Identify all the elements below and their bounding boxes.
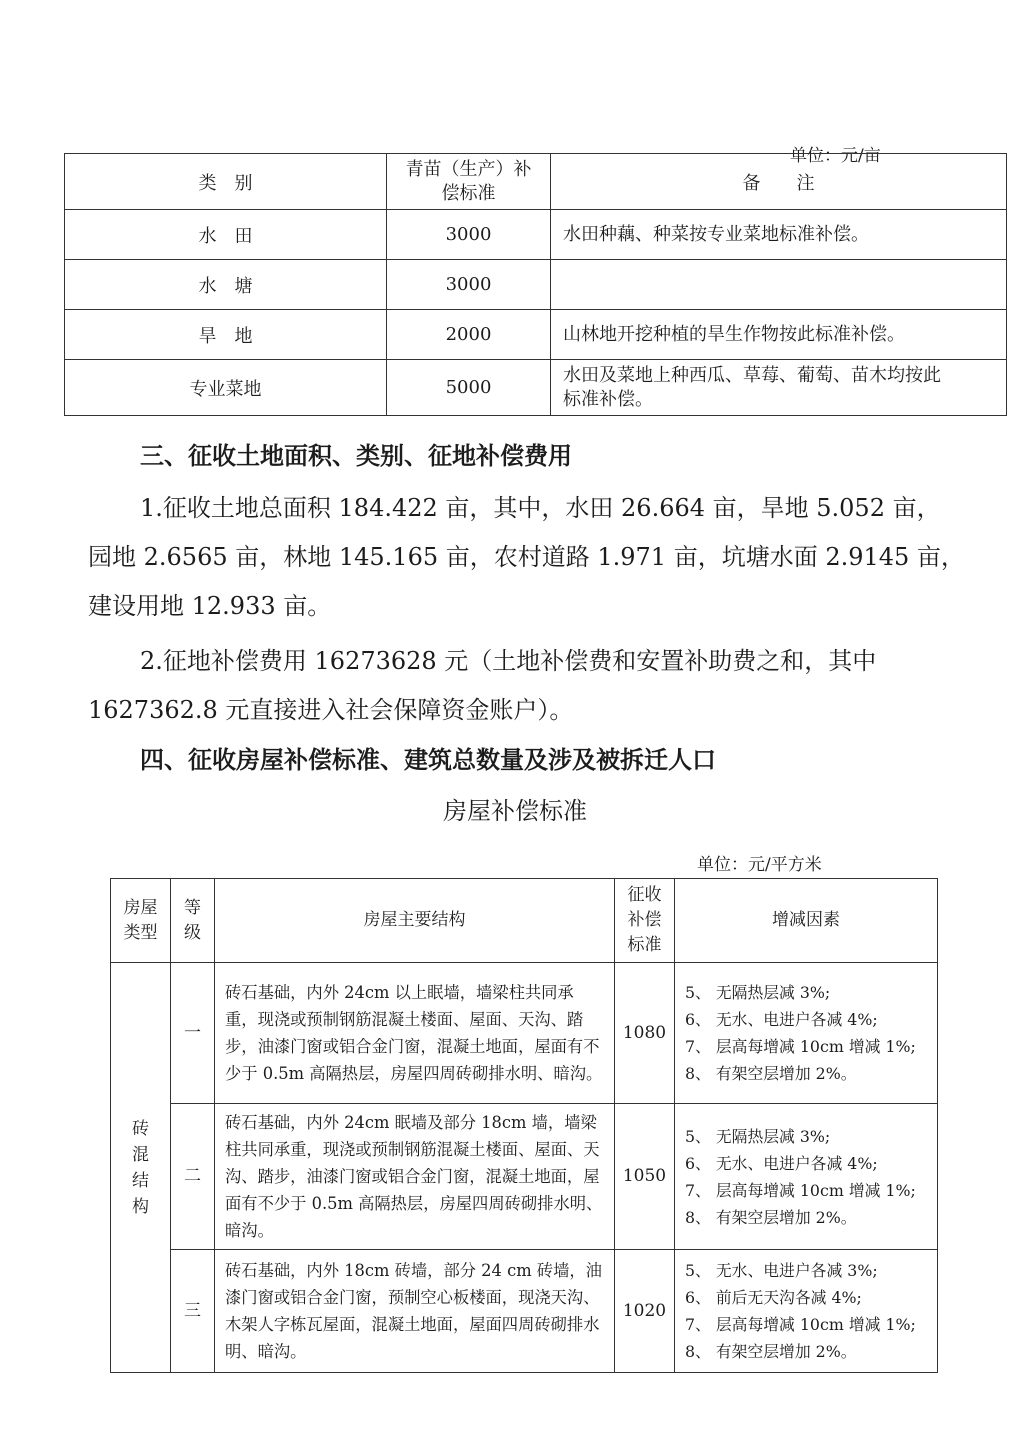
table-row [111, 1104, 938, 1250]
row-note: 水田种藕、种菜按专业菜地标准补偿。 [551, 210, 1007, 260]
table-row [65, 360, 1007, 416]
row-value: 5000 [387, 360, 551, 416]
house-compensation-table [110, 878, 938, 1373]
header-remarks: 备 注 [551, 154, 1007, 210]
table-row [111, 1250, 938, 1373]
seedling-unit-label: 单位：元/亩 [790, 146, 881, 166]
section-3-paragraph-2: 2.征地补偿费用 16273628 元（土地补偿费和安置补助费之和，其中 1627362.8 元直接进入社会保障资金账户）。 [88, 647, 877, 724]
seedling-compensation-table [64, 153, 1007, 416]
header-house-type: 房屋 类型 [111, 879, 171, 963]
house-table-title: 房屋补偿标准 [443, 797, 587, 825]
table-header-row [65, 154, 1007, 210]
row-value: 3000 [387, 260, 551, 310]
header-category: 类 别 [65, 154, 387, 210]
standard-value-cell: 1050 [615, 1104, 675, 1250]
row-value: 3000 [387, 210, 551, 260]
grade-cell: 二 [171, 1104, 215, 1250]
row-category: 旱 地 [65, 310, 387, 360]
table-row [65, 310, 1007, 360]
header-standard: 征收 补偿 标准 [615, 879, 675, 963]
row-category: 水 塘 [65, 260, 387, 310]
table-row [111, 963, 938, 1104]
house-type-cell: 砖 混 结 构 [111, 963, 171, 1373]
factors-cell: 5、 无隔热层减 3%; 6、 无水、电进户各减 4%; 7、 层高每增减 10cm 增减 1%; 8、 有架空层增加 2%。 [675, 1104, 938, 1250]
table-row [65, 210, 1007, 260]
header-factors: 增减因素 [675, 879, 938, 963]
factors-cell: 5、 无隔热层减 3%; 6、 无水、电进户各减 4%; 7、 层高每增减 10cm 增减 1%; 8、 有架空层增加 2%。 [675, 963, 938, 1104]
row-category: 专业菜地 [65, 360, 387, 416]
section-3-heading: 三、征收土地面积、类别、征地补偿费用 [140, 441, 572, 470]
section-4-heading: 四、征收房屋补偿标准、建筑总数量及涉及被拆迁人口 [140, 745, 716, 774]
structure-cell: 砖石基础，内外 18cm 砖墙，部分 24 cm 砖墙，油漆门窗或铝合金门窗，预制空心板楼面，现浇天沟、木架人字栋瓦屋面，混凝土地面，屋面四周砖砌排水明、暗沟。 [215, 1250, 615, 1373]
structure-cell: 砖石基础，内外 24cm 以上眠墙，墙梁柱共同承重，现浇或预制钢筋混凝土楼面、屋面、天沟、踏步，油漆门窗或铝合金门窗，混凝土地面，屋面有不少于 0.5m 高隔热层，房屋四周砖砌排水明、暗沟。 [215, 963, 615, 1104]
grade-cell: 三 [171, 1250, 215, 1373]
header-grade: 等 级 [171, 879, 215, 963]
row-note: 山林地开挖种植的旱生作物按此标准补偿。 [551, 310, 1007, 360]
standard-value-cell: 1080 [615, 963, 675, 1104]
house-unit-label: 单位：元/平方米 [697, 855, 822, 875]
factors-cell: 5、 无水、电进户各减 3%; 6、 前后无天沟各减 4%; 7、 层高每增减 10cm 增减 1%; 8、 有架空层增加 2%。 [675, 1250, 938, 1373]
row-value: 2000 [387, 310, 551, 360]
row-note: 水田及菜地上种西瓜、草莓、葡萄、苗木均按此 标准补偿。 [551, 360, 1007, 416]
grade-cell: 一 [171, 963, 215, 1104]
structure-cell: 砖石基础，内外 24cm 眠墙及部分 18cm 墙，墙梁柱共同承重，现浇或预制钢筋混凝土楼面、屋面、天沟、踏步，油漆门窗或铝合金门窗，混凝土地面，屋面有不少于 0.5m 高隔热层，房屋四周砖砌排水明、暗沟。 [215, 1104, 615, 1250]
table-header-row [111, 879, 938, 963]
standard-value-cell: 1020 [615, 1250, 675, 1373]
row-note [551, 260, 1007, 310]
section-3-paragraph-1: 1.征收土地总面积 184.422 亩，其中，水田 26.664 亩，旱地 5.052 亩， 园地 2.6565 亩，林地 145.165 亩，农村道路 1.971 亩，坑塘水面 2.9145 亩， 建设用地 12.933 亩。 [88, 494, 965, 620]
row-category: 水 田 [65, 210, 387, 260]
header-standard: 青苗（生产）补 偿标准 [387, 154, 551, 210]
header-structure: 房屋主要结构 [215, 879, 615, 963]
table-row [65, 260, 1007, 310]
